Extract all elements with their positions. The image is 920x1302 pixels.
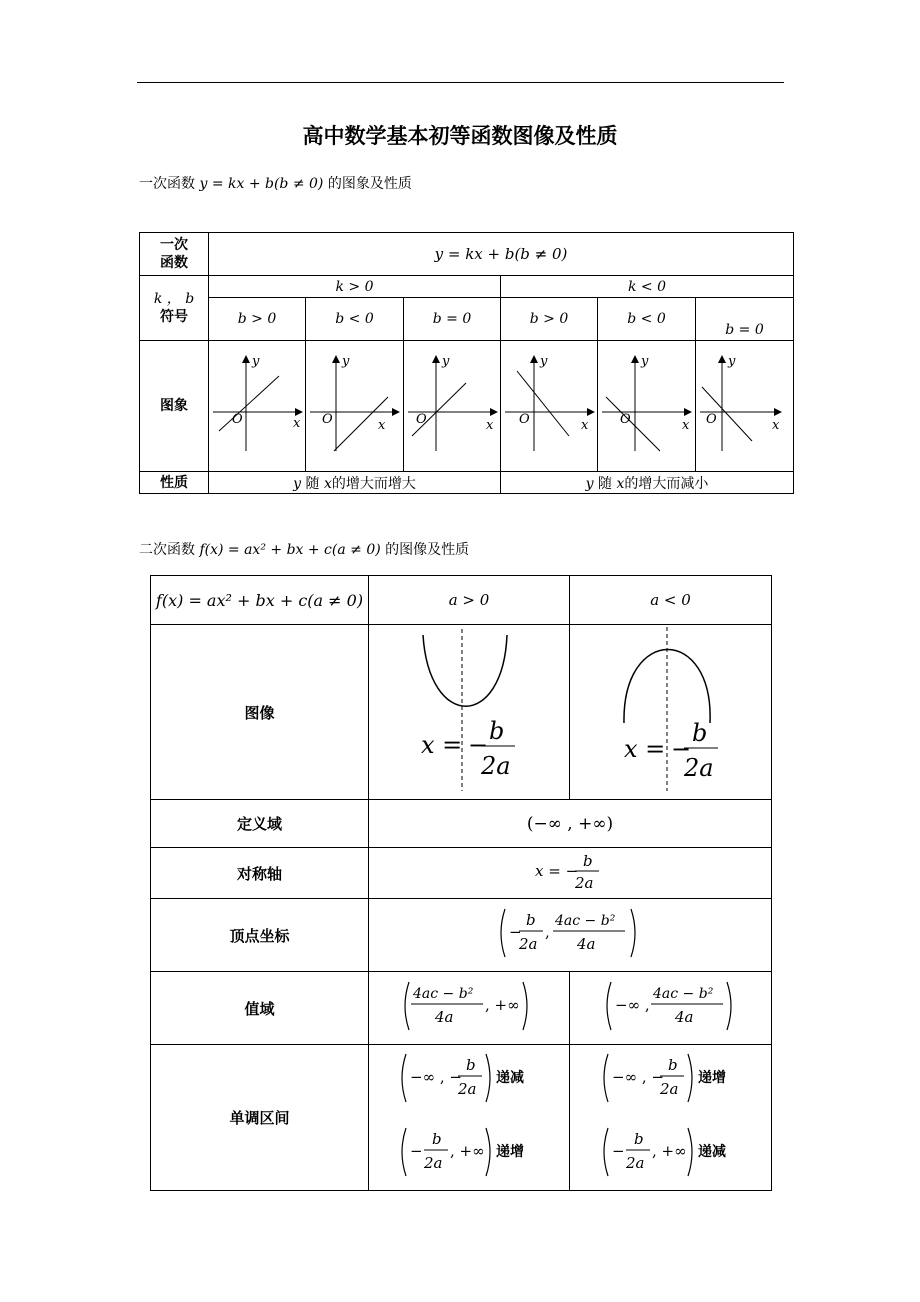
- svg-text:y: y: [342, 354, 350, 369]
- axis-formula: [525, 848, 615, 894]
- page-title: 高中数学基本初等函数图像及性质: [302, 124, 618, 148]
- svg-text:4ac − b²: 4ac − b²: [413, 986, 474, 1002]
- row-label-domain: 定义域: [151, 800, 369, 848]
- svg-text:y: y: [442, 354, 450, 369]
- k-negative-header: k < 0: [501, 276, 794, 298]
- svg-text:−∞ , −: −∞ , −: [410, 1067, 462, 1086]
- k-positive-header: k > 0: [209, 276, 501, 298]
- property-increasing: y 随 x的增大而增大: [209, 472, 501, 494]
- a-positive-header: a > 0: [369, 576, 570, 625]
- linear-heading-formula: y = kx + b(b ≠ 0): [199, 176, 324, 192]
- svg-text:x: x: [581, 418, 589, 433]
- quadratic-section-heading: [139, 541, 469, 559]
- linear-heading-prefix: 一次函数: [139, 176, 195, 192]
- row-label-sign: [140, 276, 209, 341]
- b-case-2: b < 0: [306, 298, 404, 341]
- row-label-axis: 对称轴: [151, 848, 369, 899]
- top-rule: [137, 82, 784, 83]
- svg-text:2a: 2a: [575, 874, 594, 892]
- svg-text:−: −: [611, 1141, 625, 1160]
- row-label-graph: 图象: [140, 341, 209, 472]
- svg-text:2a: 2a: [625, 1153, 644, 1172]
- svg-text:x: x: [772, 418, 780, 433]
- graph-k-pos-b-zero: [404, 341, 501, 472]
- svg-text:x =: x =: [421, 731, 463, 759]
- svg-text:递减: 递减: [697, 1143, 726, 1160]
- svg-text:, +∞: , +∞: [485, 996, 520, 1014]
- svg-text:b: b: [432, 1129, 442, 1148]
- row-label-function-line1: 一次: [160, 237, 188, 253]
- linear-graph-2: [306, 341, 404, 467]
- svg-text:x = −: x = −: [535, 862, 579, 880]
- svg-text:x =: x =: [624, 735, 666, 763]
- linear-graph-5: [598, 341, 696, 467]
- axis-value: [369, 848, 772, 899]
- svg-text:4a: 4a: [674, 1008, 693, 1026]
- svg-text:O: O: [706, 412, 717, 427]
- range-a-negative: [570, 972, 772, 1045]
- vertex-value: [369, 899, 772, 972]
- svg-text:O: O: [519, 412, 530, 427]
- svg-text:−: −: [468, 731, 489, 759]
- parabola-down-graph: [570, 625, 772, 795]
- graph-k-neg-b-neg: [598, 341, 696, 472]
- svg-text:,: ,: [545, 923, 550, 941]
- svg-text:递增: 递增: [697, 1069, 726, 1086]
- svg-text:O: O: [232, 412, 243, 427]
- svg-text:−: −: [671, 735, 692, 763]
- mono-pos-formulas: [394, 1046, 544, 1186]
- quadratic-heading-prefix: 二次函数: [139, 542, 195, 558]
- quadratic-heading-suffix: 的图像及性质: [385, 542, 470, 558]
- linear-function-table: [139, 232, 794, 494]
- linear-graph-1: [209, 341, 306, 467]
- b-case-4: b > 0: [501, 298, 598, 341]
- svg-text:−: −: [509, 923, 522, 941]
- b-case-5: b < 0: [598, 298, 696, 341]
- row-label-monotonic: 单调区间: [151, 1045, 369, 1191]
- svg-text:y: y: [252, 354, 260, 369]
- row-label-sign-line1: k ， b: [153, 291, 195, 307]
- row-label-range: 值域: [151, 972, 369, 1045]
- row-label-property: 性质: [140, 472, 209, 494]
- row-label-sign-line2: 符号: [160, 309, 188, 325]
- graph-a-positive: [369, 625, 570, 800]
- b-case-1: b > 0: [209, 298, 306, 341]
- svg-text:y: y: [728, 354, 736, 369]
- svg-text:x: x: [682, 418, 690, 433]
- row-label-function: [140, 233, 209, 276]
- svg-text:4ac − b²: 4ac − b²: [555, 913, 616, 929]
- svg-text:−∞ , −: −∞ , −: [611, 1067, 664, 1086]
- svg-text:O: O: [620, 412, 631, 427]
- graph-k-neg-b-pos: [501, 341, 598, 472]
- svg-text:b: b: [583, 852, 593, 870]
- row-label-vertex: 顶点坐标: [151, 899, 369, 972]
- quadratic-heading-formula: f(x) = ax² + bx + c(a ≠ 0): [199, 542, 381, 558]
- svg-text:x: x: [378, 418, 386, 433]
- svg-text:4ac − b²: 4ac − b²: [652, 986, 713, 1002]
- graph-a-negative: [570, 625, 772, 800]
- svg-text:2a: 2a: [659, 1079, 678, 1098]
- quadratic-function-table: [150, 575, 772, 1191]
- svg-text:b: b: [489, 717, 505, 745]
- svg-text:b: b: [526, 911, 536, 929]
- svg-text:y: y: [540, 354, 548, 369]
- svg-text:2a: 2a: [458, 1079, 477, 1098]
- linear-formula-cell: y = kx + b(b ≠ 0): [209, 233, 794, 276]
- svg-text:−∞ ,: −∞ ,: [614, 996, 650, 1014]
- linear-section-heading: [139, 175, 412, 193]
- b-case-6: b = 0: [696, 298, 794, 341]
- svg-text:x: x: [486, 418, 494, 433]
- svg-text:2a: 2a: [424, 1153, 443, 1172]
- parabola-up-graph: [369, 625, 570, 795]
- b-case-3: b = 0: [404, 298, 501, 341]
- linear-graph-6: [696, 341, 794, 467]
- svg-text:b: b: [692, 719, 708, 747]
- svg-text:, +∞: , +∞: [651, 1141, 687, 1160]
- svg-text:O: O: [322, 412, 333, 427]
- svg-text:4a: 4a: [435, 1008, 454, 1026]
- a-negative-header: a < 0: [570, 576, 772, 625]
- monotonic-a-positive: [369, 1045, 570, 1191]
- svg-text:2a: 2a: [481, 752, 511, 780]
- svg-text:, +∞: , +∞: [450, 1141, 485, 1160]
- row-label-function-line2: 函数: [160, 255, 188, 271]
- svg-text:y: y: [641, 354, 649, 369]
- monotonic-a-negative: [570, 1045, 772, 1191]
- graph-k-pos-b-pos: [209, 341, 306, 472]
- linear-heading-suffix: 的图象及性质: [327, 176, 412, 192]
- property-decreasing: y 随 x的增大而减小: [501, 472, 794, 494]
- svg-text:b: b: [466, 1055, 476, 1074]
- svg-text:递减: 递减: [496, 1069, 524, 1086]
- svg-text:2a: 2a: [684, 754, 714, 782]
- vertex-formula: [495, 903, 645, 963]
- svg-text:b: b: [633, 1129, 644, 1148]
- row-label-graph-quadratic: 图像: [151, 625, 369, 800]
- range-a-positive: [369, 972, 570, 1045]
- svg-text:O: O: [416, 412, 427, 427]
- range-pos-formula: [399, 976, 539, 1036]
- linear-graph-3: [404, 341, 501, 467]
- mono-neg-formulas: [596, 1046, 746, 1186]
- svg-text:−: −: [410, 1141, 423, 1160]
- svg-text:4a: 4a: [577, 935, 596, 953]
- linear-graph-4: [501, 341, 598, 467]
- graph-k-pos-b-neg: [306, 341, 404, 472]
- svg-text:x: x: [293, 416, 301, 431]
- graph-k-neg-b-zero: [696, 341, 794, 472]
- svg-text:b: b: [667, 1055, 678, 1074]
- quadratic-header-formula: f(x) = ax² + bx + c(a ≠ 0): [151, 576, 369, 625]
- svg-text:递增: 递增: [496, 1143, 524, 1160]
- svg-text:2a: 2a: [519, 935, 538, 953]
- range-neg-formula: [601, 976, 741, 1036]
- domain-value: (−∞ , +∞): [369, 800, 772, 848]
